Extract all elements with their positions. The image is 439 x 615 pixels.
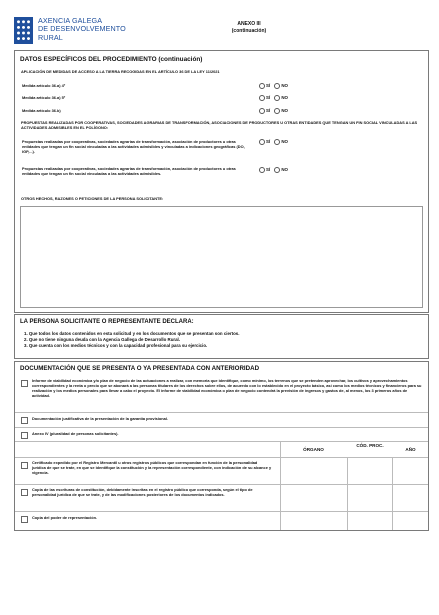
measure-options-2 bbox=[259, 95, 288, 101]
doc1-text: Informe de viabilidad económica y/o plan de negocio de las actuaciones a realizar, con memoria que identifique, como mínimo, los terrenos que se pretenden aprovechar, los cultivos y aprovechamientos correspondientes y la renta o precio que se abonará a las personas titulares de los derechos sobre ellos, de acuerdo con lo establecido en el proyecto básico, así como los medios técnicos y financieros para su realización y los medios personales para llevar a cabo el proyecto. El informe de viabilidad económica o plan de negocio contendrá la previsión de ingresos y gastos de, al menos, los 3 primeros años de actividad. bbox=[32, 378, 422, 398]
doc5-text: Copia de las escrituras de constitución, debidamente inscritas en el registro público que corresponda, según el tipo de personalidad jurídica de que se trate, y de las modificaciones posteriores de los documentos indicados. bbox=[32, 487, 253, 497]
option-no-label: NO bbox=[281, 95, 288, 101]
specific-data-section bbox=[14, 50, 429, 313]
option-si-label: SÍ bbox=[266, 167, 271, 173]
proposal-text-2: Propuestas realizadas por cooperativas, sociedades agrarias de transformación, asociación de productores u otras entidades que tengan un fin social vinculadas a las actividades admisibles. bbox=[22, 166, 236, 176]
doc5-checkbox[interactable] bbox=[21, 489, 28, 496]
documentation-title: DOCUMENTACIÓN QUE SE PRESENTA O YA PRESENTADA CON ANTERIORIDAD bbox=[20, 365, 260, 372]
option-no-label: NO bbox=[281, 139, 288, 145]
measure-label-1: Medida artículo 36.a) 4º bbox=[22, 83, 66, 88]
column-header-organo: ÓRGANO bbox=[303, 447, 324, 452]
radio-no-4[interactable] bbox=[274, 139, 280, 145]
annex-header bbox=[210, 21, 288, 34]
radio-no-3[interactable] bbox=[274, 108, 280, 114]
doc3-text: Anexo IV (pluralidad de personas solicitantes). bbox=[32, 431, 119, 436]
section-subtitle: APLICACIÓN DE MEDIDAS DE ACCESO A LA TIERRA RECOGIDAS EN EL ARTÍCULO 36 DE LA LEY 11/2021 bbox=[21, 69, 220, 74]
doc2-text: Documentación justificativa de la presentación de la garantía provisional. bbox=[32, 416, 168, 421]
measure-label-2: Medida artículo 36.a) 5º bbox=[22, 95, 66, 100]
agency-name bbox=[38, 17, 126, 42]
doc4-cod-cell[interactable] bbox=[347, 457, 393, 484]
radio-no-5[interactable] bbox=[274, 167, 280, 173]
doc2-checkbox[interactable] bbox=[21, 417, 28, 424]
option-no-label: NO bbox=[281, 83, 288, 89]
doc6-ano-cell[interactable] bbox=[393, 511, 428, 530]
doc5-organo-cell[interactable] bbox=[280, 484, 348, 511]
radio-no-1[interactable] bbox=[274, 83, 280, 89]
doc4-organo-cell[interactable] bbox=[280, 457, 348, 484]
doc3-checkbox[interactable] bbox=[21, 432, 28, 439]
column-header-cod-proc: CÓD. PROC. bbox=[356, 443, 384, 448]
option-si-label: SÍ bbox=[266, 95, 271, 101]
proposal-options-1 bbox=[259, 139, 288, 145]
doc4-checkbox[interactable] bbox=[21, 462, 28, 469]
doc4-text: Certificado expedido por el Registro Mercantil u otros registros públicos que correspondan en función de la personalidad jurídica de que se trate, en que se identifique la constitución y la representación correspondiente, con indicación de su alcance y vigencia. bbox=[32, 460, 272, 475]
row-divider bbox=[15, 412, 428, 413]
agency-name-line3: RURAL bbox=[38, 32, 63, 42]
radio-no-2[interactable] bbox=[274, 95, 280, 101]
declaration-section bbox=[14, 314, 429, 359]
logo-dots bbox=[16, 19, 31, 42]
doc5-ano-cell[interactable] bbox=[393, 484, 428, 511]
option-si-label: SÍ bbox=[266, 108, 271, 114]
declaration-title: LA PERSONA SOLICITANTE O REPRESENTANTE DECLARA: bbox=[20, 319, 194, 325]
row-divider bbox=[15, 427, 428, 428]
proposals-heading: PROPUESTAS REALIZADAS POR COOPERATIVAS, SOCIEDADES AGRARIAS DE TRANSFORMACIÓN, ASOCIACIONES DE PRODUCTORES U OTRAS ENTIDADES QUE TENGAN UN FIN SOCIAL VINCULADAS A LAS ACTIVIDADES ADMISIBLES EN EL POLÍGONO: bbox=[21, 120, 418, 130]
doc6-organo-cell[interactable] bbox=[280, 511, 348, 530]
doc5-cod-cell[interactable] bbox=[347, 484, 393, 511]
other-facts-label: OTROS HECHOS, RAZONES O PETICIONES DE LA PERSONA SOLICITANTE: bbox=[21, 196, 164, 201]
radio-si-1[interactable] bbox=[259, 83, 265, 89]
doc4-ano-cell[interactable] bbox=[393, 457, 428, 484]
option-no-label: NO bbox=[281, 167, 288, 173]
doc6-cod-cell[interactable] bbox=[347, 511, 393, 530]
doc1-checkbox[interactable] bbox=[21, 380, 28, 387]
option-si-label: SÍ bbox=[266, 139, 271, 145]
doc6-text: Copia del poder de representación. bbox=[32, 515, 98, 520]
measure-options-1 bbox=[259, 83, 288, 89]
radio-si-3[interactable] bbox=[259, 108, 265, 114]
column-header-ano: AÑO bbox=[405, 447, 416, 452]
radio-si-2[interactable] bbox=[259, 95, 265, 101]
documentation-section bbox=[14, 361, 429, 531]
proposal-options-2 bbox=[259, 167, 288, 173]
doc6-checkbox[interactable] bbox=[21, 516, 28, 523]
declaration-item-3: 3. Que cuenta con los medios técnicos y con la capacidad profesional para su ejercicio. bbox=[24, 343, 208, 348]
agency-name-line1: AXENCIA GALEGA bbox=[38, 16, 103, 25]
section-title: DATOS ESPECÍFICOS DEL PROCEDIMIENTO (continuación) bbox=[20, 56, 203, 63]
declaration-list bbox=[24, 331, 239, 349]
annex-title: ANEXO III bbox=[237, 21, 261, 27]
measure-options-3 bbox=[259, 108, 288, 114]
annex-subtitle: (continuación) bbox=[231, 27, 267, 34]
option-si-label: SÍ bbox=[266, 83, 271, 89]
proposal-text-1: Propuestas realizadas por cooperativas, sociedades agrarias de transformación, asociación de productores u otras entidades que tengan un fin social vinculadas a las actividades admisibles y vinculadas a indicaciones geográficas (DO, IGP,...). bbox=[22, 139, 245, 154]
other-facts-textarea[interactable] bbox=[20, 206, 423, 308]
declaration-item-2: 2. Que no tiene ninguna deuda con la Agencia Gallega de Desarrollo Rural. bbox=[24, 337, 180, 342]
option-no-label: NO bbox=[281, 108, 288, 114]
agency-name-line2: DE DESENVOLVEMENTO bbox=[38, 24, 126, 34]
declaration-item-1: 1. Que todos los datos contenidos en esta solicitud y en los documentos que se presentan son ciertos. bbox=[24, 331, 240, 336]
radio-si-4[interactable] bbox=[259, 139, 265, 145]
measure-label-3: Medida artículo 36.b) bbox=[22, 108, 61, 113]
radio-si-5[interactable] bbox=[259, 167, 265, 173]
